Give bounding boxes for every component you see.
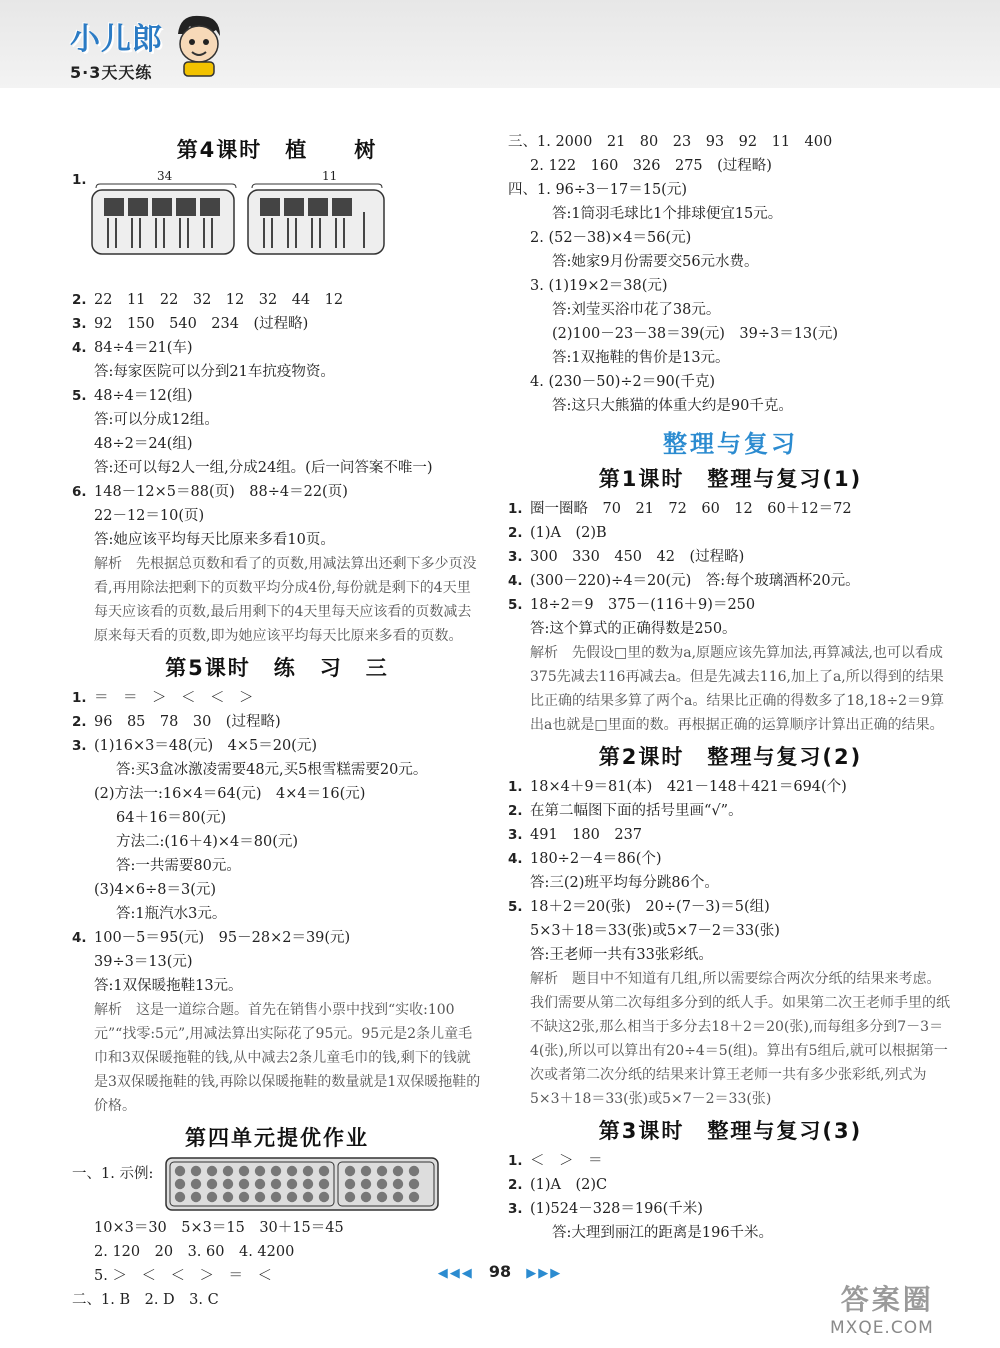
p3-calc: (1)16×3＝48(元) 4×5＝20(元): [94, 738, 317, 754]
q2-answers: 22 11 22 32 12 32 44 12: [94, 292, 344, 308]
review3-title: 第3课时 整理与复习(3): [598, 1119, 863, 1143]
left-column: [72, 130, 482, 1312]
review1-title: 第1课时 整理与复习(1): [598, 467, 863, 491]
p1-answers: ＝ ＝ ＞ ＜ ＜ ＞: [94, 690, 254, 706]
b4-text: 180÷2－4＝86(个): [530, 851, 662, 867]
dot: [409, 1166, 419, 1176]
r2-line: 2. 122 160 326 275 (过程略): [530, 158, 772, 174]
dot: [345, 1166, 355, 1176]
dot: [207, 1179, 217, 1189]
b5-calc-2: 5×3＋18＝33(张)或5×7－2＝33(张): [530, 923, 780, 939]
dot: [319, 1192, 329, 1202]
dot: [223, 1179, 233, 1189]
dot: [377, 1192, 387, 1202]
watermark-main: 答案圈: [840, 1283, 934, 1316]
dot: [393, 1179, 403, 1189]
q5-line: 5. 48÷4＝12(组): [72, 388, 193, 404]
dot: [319, 1166, 329, 1176]
q4-line: 4. 84÷4＝21(车): [72, 340, 193, 356]
dot: [207, 1166, 217, 1176]
unit4-q2-q4: 2. 120 20 3. 60 4. 4200: [94, 1244, 295, 1260]
unit4-q1-lead: 一、1. 示例:: [72, 1166, 154, 1182]
dot: [175, 1166, 185, 1176]
p4-line: 4. 100－5＝95(元) 95－28×2＝39(元): [72, 930, 351, 946]
bundle-label-11: 11: [322, 169, 338, 183]
a3-line: 3. 300 330 450 42 (过程略): [508, 549, 745, 565]
p2-answers: 96 85 78 30 (过程略): [94, 714, 281, 730]
dot: [303, 1179, 313, 1189]
b3-line: 3. 491 180 237: [508, 827, 643, 843]
r3-line: 四、1. 96÷3－17＝15(元): [508, 182, 687, 198]
d1-line: 1. ＜ ＞ ＝: [508, 1153, 603, 1169]
r11-line: 4. (230－50)÷2＝90(千克): [530, 374, 716, 390]
next-arrows-icon: ▶▶▶: [526, 1266, 563, 1281]
prev-arrows-icon: ◀◀◀: [437, 1266, 474, 1281]
dot: [303, 1166, 313, 1176]
dot: [271, 1166, 281, 1176]
page-number: 98: [488, 1262, 512, 1281]
bundle-label-34: 34: [157, 169, 173, 183]
d2-text: (1)A (2)C: [530, 1177, 608, 1193]
dot: [223, 1166, 233, 1176]
p4-explanation: 解析 这是一道综合题。首先在销售小票中找到“实收:100元”“找零:5元”,用减法算出实际花了95元。95元是2条儿童毛巾和3双保暖拖鞋的钱,从中减去2条儿童毛巾的钱,剩下的钱就是3双保暖拖鞋的钱,再除以保暖拖鞋的数量就是1双保暖拖鞋的价格。: [94, 1002, 481, 1114]
dot-array-illustration: [164, 1156, 440, 1212]
dot: [191, 1179, 201, 1189]
review2-title: 第2课时 整理与复习(2): [598, 745, 863, 769]
dot: [393, 1166, 403, 1176]
q4-calc: 84÷4＝21(车): [94, 340, 193, 356]
dot: [303, 1192, 313, 1202]
p3-answer-2: 答:一共需要80元。: [116, 858, 241, 874]
q6-explanation: 解析 先根据总页数和看了的页数,用减法算出还剩下多少页没看,再用除法把剩下的页数平均分成4份,每份就是剩下的4天里每天应该看的页数,最后用剩下的4天里每天应该看的页数减去原来每天看的页数,即为她应该平均每天比原来多看的页数。: [94, 556, 477, 644]
b5-explanation: 解析 题目中不知道有几组,所以需要综合两次分纸的结果来考虑。我们需要从第二次每组多分到的纸人手。如果第二次王老师手里的纸不缺这2张,那么相当于多分去18＋2＝20(张),而每组多分到7－3＝4(张),所以可以算出有20÷4＝5(组)。算出有5组后,就可以根据第一次或者第二次分纸的结果来计算王老师一共有多少张彩纸,列式为5×3＋18＝33(张)或5×7－2＝33(张): [530, 971, 950, 1107]
r8-line: 答:刘莹买浴巾花了38元。: [552, 302, 721, 318]
unit4-q1-calc: 10×3＝30 5×3＝15 30＋15＝45: [94, 1220, 344, 1236]
right-column: [508, 130, 953, 1245]
dot: [287, 1179, 297, 1189]
dot: [207, 1192, 217, 1202]
p3-answer-1: 答:买3盒冰激凌需要48元,买5根雪糕需要20元。: [116, 762, 428, 778]
dot: [409, 1179, 419, 1189]
dot: [361, 1192, 371, 1202]
d2-line: 2. (1)A (2)C: [508, 1177, 608, 1193]
a5-answer: 答:这个算式的正确得数是250。: [530, 621, 737, 637]
q5-answer-2: 答:还可以每2人一组,分成24组。(后一问答案不唯一): [94, 460, 433, 476]
d3-text: (1)524－328＝196(千米): [530, 1201, 703, 1217]
a3-text: 300 330 450 42 (过程略): [530, 549, 745, 565]
bundles-figure: [72, 169, 482, 288]
q3-answers: 92 150 540 234 (过程略): [94, 316, 309, 332]
b3-text: 491 180 237: [530, 827, 643, 843]
b1-line: 1. 18×4＋9＝81(本) 421－148＋421＝694(个): [508, 779, 847, 795]
dot: [377, 1166, 387, 1176]
watermark: [830, 1278, 934, 1338]
a2-text: (1)A (2)B: [530, 525, 607, 541]
b5-answer: 答:王老师一共有33张彩纸。: [530, 947, 713, 963]
dot: [239, 1166, 249, 1176]
watermark-site: MXQE.COM: [830, 1318, 934, 1338]
dot: [361, 1166, 371, 1176]
r9-line: (2)100－23－38＝39(元) 39÷3＝13(元): [552, 326, 838, 342]
dot: [239, 1192, 249, 1202]
r6-line: 答:她家9月份需要交56元水费。: [552, 254, 759, 270]
dot: [287, 1192, 297, 1202]
p3-method-1b: 64＋16＝80(元): [116, 810, 227, 826]
dot: [239, 1179, 249, 1189]
r7-line: 3. (1)19×2＝38(元): [530, 278, 668, 294]
q5-answer-1: 答:可以分成12组。: [94, 412, 219, 428]
p3-method-1: (2)方法一:16×4＝64(元) 4×4＝16(元): [94, 786, 366, 802]
q5-calc-2: 48÷2＝24(组): [94, 436, 193, 452]
p3-answer-3: 答:1瓶汽水3元。: [116, 906, 227, 922]
p4-answer: 答:1双保暖拖鞋13元。: [94, 978, 243, 994]
dot: [223, 1192, 233, 1202]
dot: [319, 1179, 329, 1189]
a1-line: 1. 圈一圈略 70 21 72 60 12 60＋12＝72: [508, 501, 852, 517]
brand-title: 小儿郎: [70, 22, 163, 57]
q6-line: 6. 148－12×5＝88(页) 88÷4＝22(页): [72, 484, 348, 500]
p4-calc-2: 39÷3＝13(元): [94, 954, 193, 970]
a5-text: 18÷2＝9 375－(116＋9)＝250: [530, 597, 756, 613]
lesson5-title: 第5课时 练 习 三: [165, 656, 389, 680]
d3-answer: 答:大理到丽江的距离是196千米。: [552, 1225, 774, 1241]
dot: [393, 1192, 403, 1202]
q3-line: 3. 92 150 540 234 (过程略): [72, 316, 309, 332]
dot: [191, 1192, 201, 1202]
dot: [175, 1192, 185, 1202]
p3-line: 3. (1)16×3＝48(元) 4×5＝20(元): [72, 738, 317, 754]
dot: [361, 1179, 371, 1189]
a1-text: 圈一圈略 70 21 72 60 12 60＋12＝72: [530, 501, 852, 517]
dot: [175, 1179, 185, 1189]
r4-line: 答:1筒羽毛球比1个排球便宜15元。: [552, 206, 783, 222]
b2-line: 2. 在第二幅图下面的括号里画“√”。: [508, 803, 743, 819]
r10-line: 答:1双拖鞋的售价是13元。: [552, 350, 730, 366]
dot: [191, 1166, 201, 1176]
b4-answer: 答:三(2)班平均每分跳86个。: [530, 875, 719, 891]
dot: [345, 1192, 355, 1202]
p3-part-3: (3)4×6÷8＝3(元): [94, 882, 217, 898]
b5-text: 18＋2＝20(张) 20÷(7－3)＝5(组): [530, 899, 770, 915]
mascot-icon: [170, 12, 226, 78]
b1-text: 18×4＋9＝81(本) 421－148＋421＝694(个): [530, 779, 847, 795]
dots-figure: [72, 1156, 482, 1216]
dot: [271, 1179, 281, 1189]
unit4-q5: 5. ＞ ＜ ＜ ＞ ＝ ＜: [94, 1268, 272, 1284]
lesson4-title: 第4课时 植 树: [176, 138, 378, 162]
a5-explanation: 解析 先假设□里的数为a,原题应该先算加法,再算减法,也可以看成375先减去116再减去a。但是先减去116,加上了a,所以得到的结果比正确的结果多算了两个a。结果比正确的得数多了18,18÷2＝9算出a也就是□里面的数。再根据正确的运算顺序计算出正确的结果。: [530, 645, 944, 733]
dot: [345, 1179, 355, 1189]
q4-answer: 答:每家医院可以分到21车抗疫物资。: [94, 364, 335, 380]
a2-line: 2. (1)A (2)B: [508, 525, 607, 541]
review-title: 整理与复习: [663, 430, 798, 458]
p4-calc: 100－5＝95(元) 95－28×2＝39(元): [94, 930, 351, 946]
q1-number: 1.: [72, 172, 87, 188]
a4-line: 4. (300－220)÷4＝20(元) 答:每个玻璃酒杯20元。: [508, 573, 860, 589]
bundles-illustration: [72, 168, 472, 264]
d1-text: ＜ ＞ ＝: [530, 1153, 603, 1169]
dot: [287, 1166, 297, 1176]
dot: [271, 1192, 281, 1202]
q6-calc-2: 22－12＝10(页): [94, 508, 205, 524]
b4-line: 4. 180÷2－4＝86(个): [508, 851, 662, 867]
brand-logo: [70, 14, 163, 83]
q5-calc: 48÷4＝12(组): [94, 388, 193, 404]
p2-line: 2. 96 85 78 30 (过程略): [72, 714, 281, 730]
b5-line: 5. 18＋2＝20(张) 20÷(7－3)＝5(组): [508, 899, 770, 915]
q6-answer: 答:她应该平均每天比原来多看10页。: [94, 532, 335, 548]
r5-line: 2. (52－38)×4＝56(元): [530, 230, 692, 246]
dot: [255, 1192, 265, 1202]
series-name: 5·3天天练: [70, 63, 153, 82]
r12-line: 答:这只大熊猫的体重大约是90千克。: [552, 398, 793, 414]
d3-line: 3. (1)524－328＝196(千米): [508, 1201, 703, 1217]
a4-text: (300－220)÷4＝20(元) 答:每个玻璃酒杯20元。: [530, 573, 860, 589]
r1-line: 三、1. 2000 21 80 23 93 92 11 400: [508, 134, 833, 150]
p3-method-2: 方法二:(16＋4)×4＝80(元): [116, 834, 299, 850]
unit4-part2: 二、1. B 2. D 3. C: [72, 1292, 219, 1308]
b2-text: 在第二幅图下面的括号里画“√”。: [530, 803, 743, 819]
dot: [255, 1166, 265, 1176]
a5-line: 5. 18÷2＝9 375－(116＋9)＝250: [508, 597, 756, 613]
q2-line: 2. 22 11 22 32 12 32 44 12: [72, 292, 344, 308]
dot: [409, 1192, 419, 1202]
q6-calc: 148－12×5＝88(页) 88÷4＝22(页): [94, 484, 348, 500]
dot: [255, 1179, 265, 1189]
dot: [377, 1179, 387, 1189]
unit4-title: 第四单元提优作业: [185, 1126, 369, 1150]
p1-line: 1. ＝ ＝ ＞ ＜ ＜ ＞: [72, 690, 254, 706]
